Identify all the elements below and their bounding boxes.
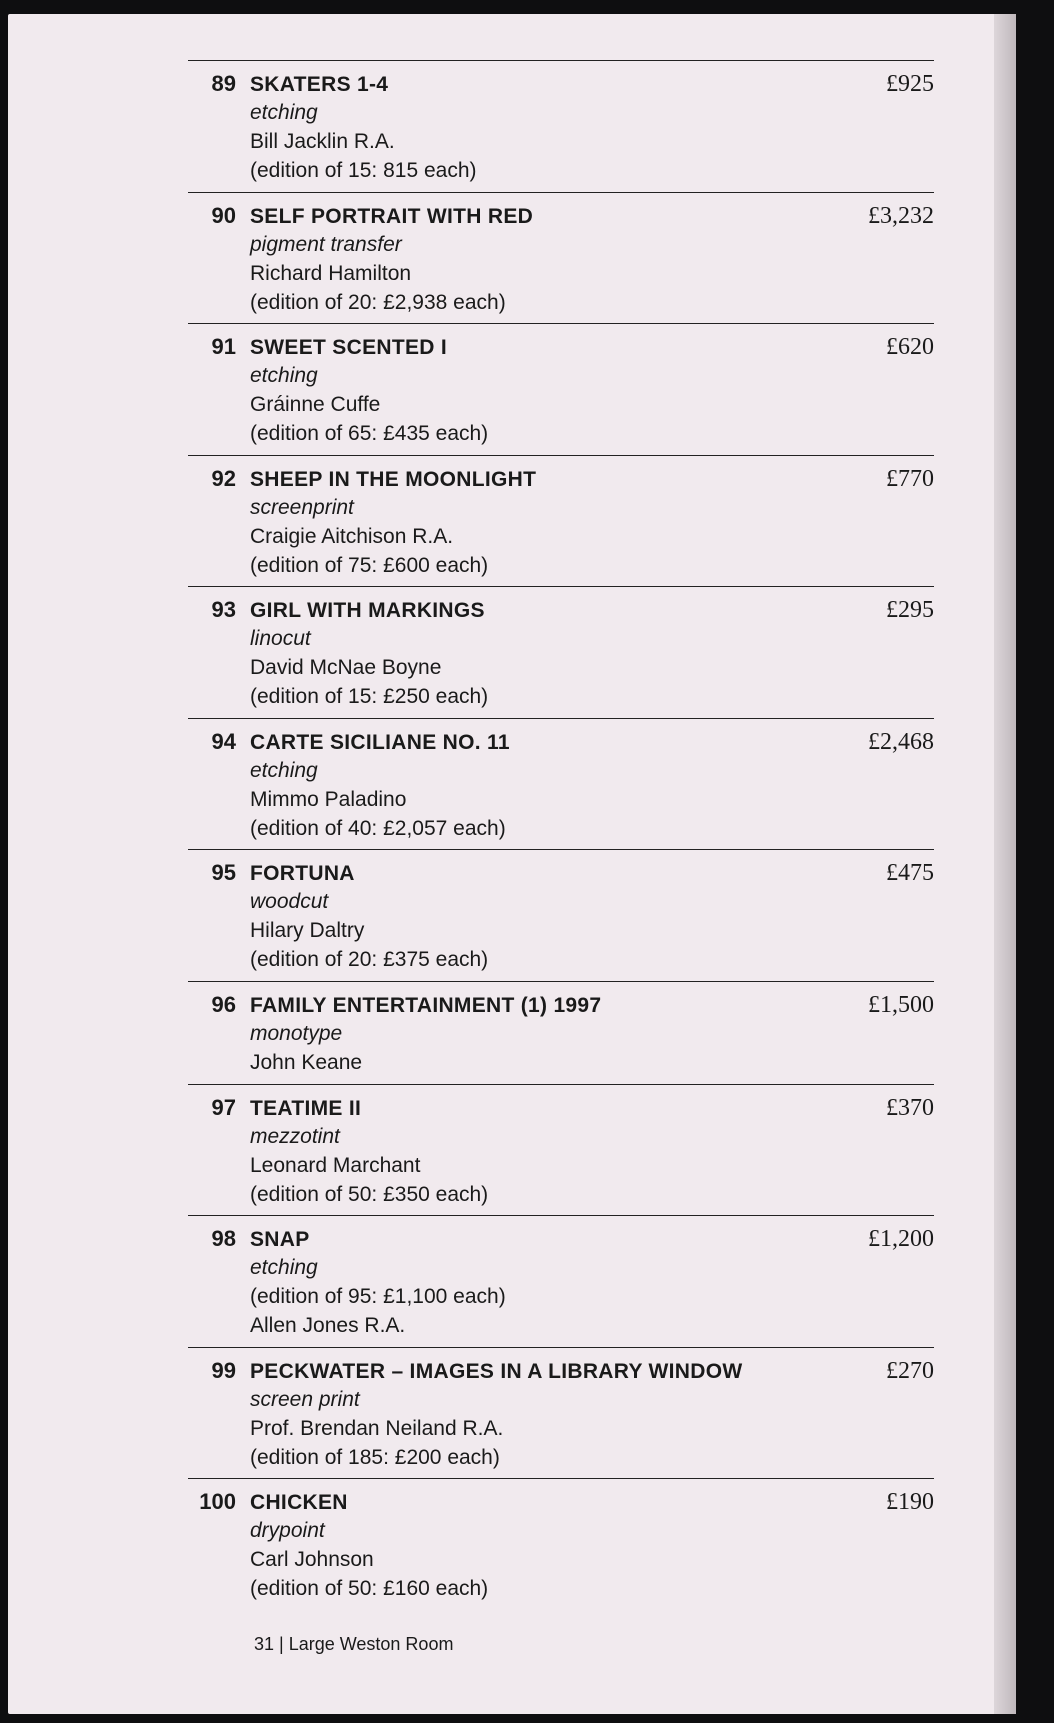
- catalogue-entry: [188, 849, 934, 981]
- artwork-price: £475: [886, 860, 934, 886]
- artwork-medium: screenprint: [250, 495, 354, 519]
- lot-number: 99: [211, 1357, 236, 1383]
- entry-line-2: (edition of 15: £250 each): [250, 685, 489, 708]
- artwork-medium: drypoint: [250, 1519, 325, 1542]
- entry-line-2: (edition of 20: £2,938 each): [250, 290, 506, 314]
- artwork-title: PECKWATER – IMAGES IN A LIBRARY WINDOW: [250, 1359, 743, 1383]
- entry-line-1: Carl Johnson: [250, 1548, 374, 1571]
- lot-number: 95: [211, 860, 236, 885]
- artwork-medium: mezzotint: [250, 1124, 340, 1148]
- artwork-price: £1,200: [868, 1226, 934, 1252]
- entry-details: [250, 203, 533, 317]
- entry-line-2: (edition of 40: £2,057 each): [250, 816, 506, 840]
- catalogue-entry: [188, 60, 934, 192]
- lot-number: 94: [211, 728, 236, 754]
- catalogue-entry: [188, 586, 934, 718]
- entry-line-2: Allen Jones R.A.: [250, 1314, 406, 1337]
- artwork-price: £925: [886, 71, 934, 97]
- entry-line-2: (edition of 185: £200 each): [250, 1445, 500, 1469]
- artwork-price: £770: [886, 465, 934, 492]
- entry-line-1: Prof. Brendan Neiland R.A.: [250, 1416, 504, 1440]
- page-edge: [994, 14, 1016, 1714]
- entry-details: [250, 860, 488, 974]
- artwork-title: CHICKEN: [250, 1491, 348, 1514]
- entry-details: [250, 466, 536, 580]
- artwork-price: £2,468: [868, 728, 934, 755]
- catalogue-entry: [188, 192, 934, 324]
- lot-number: 91: [211, 334, 236, 359]
- lot-number: 93: [211, 597, 236, 622]
- artwork-title: FAMILY ENTERTAINMENT (1) 1997: [250, 993, 602, 1017]
- entry-line-1: Gráinne Cuffe: [250, 393, 381, 416]
- catalogue-entry: [188, 1215, 934, 1347]
- artwork-medium: monotype: [250, 1021, 343, 1045]
- lot-number: 98: [211, 1226, 236, 1251]
- page-footer: 31 | Large Weston Room: [254, 1634, 454, 1654]
- entry-line-2: (edition of 50: £350 each): [250, 1182, 489, 1206]
- artwork-title: SELF PORTRAIT WITH RED: [250, 204, 534, 228]
- artwork-title: GIRL WITH MARKINGS: [250, 599, 485, 622]
- entry-line-1: Hilary Daltry: [250, 919, 365, 942]
- artwork-medium: woodcut: [250, 890, 329, 913]
- entry-details: [250, 992, 601, 1077]
- artwork-title: CARTE SICILIANE NO. 11: [250, 730, 510, 754]
- catalogue-entry: [188, 1084, 934, 1216]
- entry-line-1: John Keane: [250, 1050, 363, 1074]
- lot-number: 92: [211, 465, 236, 491]
- entry-details: [250, 334, 488, 448]
- artwork-medium: pigment transfer: [250, 232, 402, 256]
- lot-number: 100: [199, 1489, 236, 1514]
- artwork-title: SHEEP IN THE MOONLIGHT: [250, 467, 537, 491]
- artwork-price: £3,232: [868, 202, 934, 229]
- lot-number: 89: [211, 71, 236, 96]
- entry-line-1: Bill Jacklin R.A.: [250, 130, 395, 153]
- artwork-price: £190: [886, 1489, 934, 1515]
- entry-details: [250, 1095, 488, 1209]
- entry-line-1: Mimmo Paladino: [250, 787, 407, 811]
- entry-line-1: Richard Hamilton: [250, 261, 412, 285]
- entry-line-2: (edition of 65: £435 each): [250, 422, 489, 445]
- artwork-title: SKATERS 1-4: [250, 73, 389, 96]
- entry-line-2: (edition of 15: 815 each): [250, 159, 477, 182]
- artwork-medium: etching: [250, 101, 318, 124]
- artwork-medium: linocut: [250, 627, 311, 650]
- artwork-title: SWEET SCENTED I: [250, 336, 448, 359]
- artwork-title: TEATIME II: [250, 1096, 362, 1120]
- entry-line-2: (edition of 50: £160 each): [250, 1577, 489, 1600]
- entry-details: [250, 597, 488, 711]
- artwork-price: £370: [886, 1094, 934, 1121]
- catalogue-entry: [188, 1347, 934, 1479]
- artwork-price: £1,500: [868, 991, 934, 1018]
- artwork-price: £620: [886, 334, 934, 360]
- entry-line-1: Leonard Marchant: [250, 1153, 421, 1177]
- entry-line-2: (edition of 20: £375 each): [250, 948, 489, 971]
- artwork-medium: etching: [250, 758, 318, 782]
- artwork-medium: etching: [250, 364, 318, 387]
- catalogue-entry: [188, 1478, 934, 1610]
- entry-details: [250, 71, 477, 185]
- catalogue-entry: [188, 455, 934, 587]
- artwork-title: SNAP: [250, 1228, 310, 1251]
- artwork-medium: etching: [250, 1256, 318, 1279]
- catalogue-entry: [188, 718, 934, 850]
- entry-details: [250, 1358, 742, 1472]
- entry-details: [250, 1226, 506, 1340]
- lot-number: 97: [211, 1094, 236, 1120]
- entry-line-1: Craigie Aitchison R.A.: [250, 524, 454, 548]
- artwork-price: £295: [886, 597, 934, 623]
- catalogue-entry: [188, 323, 934, 455]
- catalogue-entries: [188, 60, 934, 1610]
- lot-number: 96: [211, 991, 236, 1017]
- entry-line-1: David McNae Boyne: [250, 656, 442, 679]
- entry-details: [250, 1489, 488, 1603]
- entry-line-1: (edition of 95: £1,100 each): [250, 1285, 506, 1308]
- lot-number: 90: [211, 202, 236, 228]
- entry-details: [250, 729, 510, 843]
- catalogue-entry: [188, 981, 934, 1084]
- artwork-title: FORTUNA: [250, 862, 355, 885]
- catalogue-page: [8, 14, 1016, 1714]
- entry-line-2: (edition of 75: £600 each): [250, 553, 489, 577]
- artwork-price: £270: [886, 1357, 934, 1384]
- artwork-medium: screen print: [250, 1387, 360, 1411]
